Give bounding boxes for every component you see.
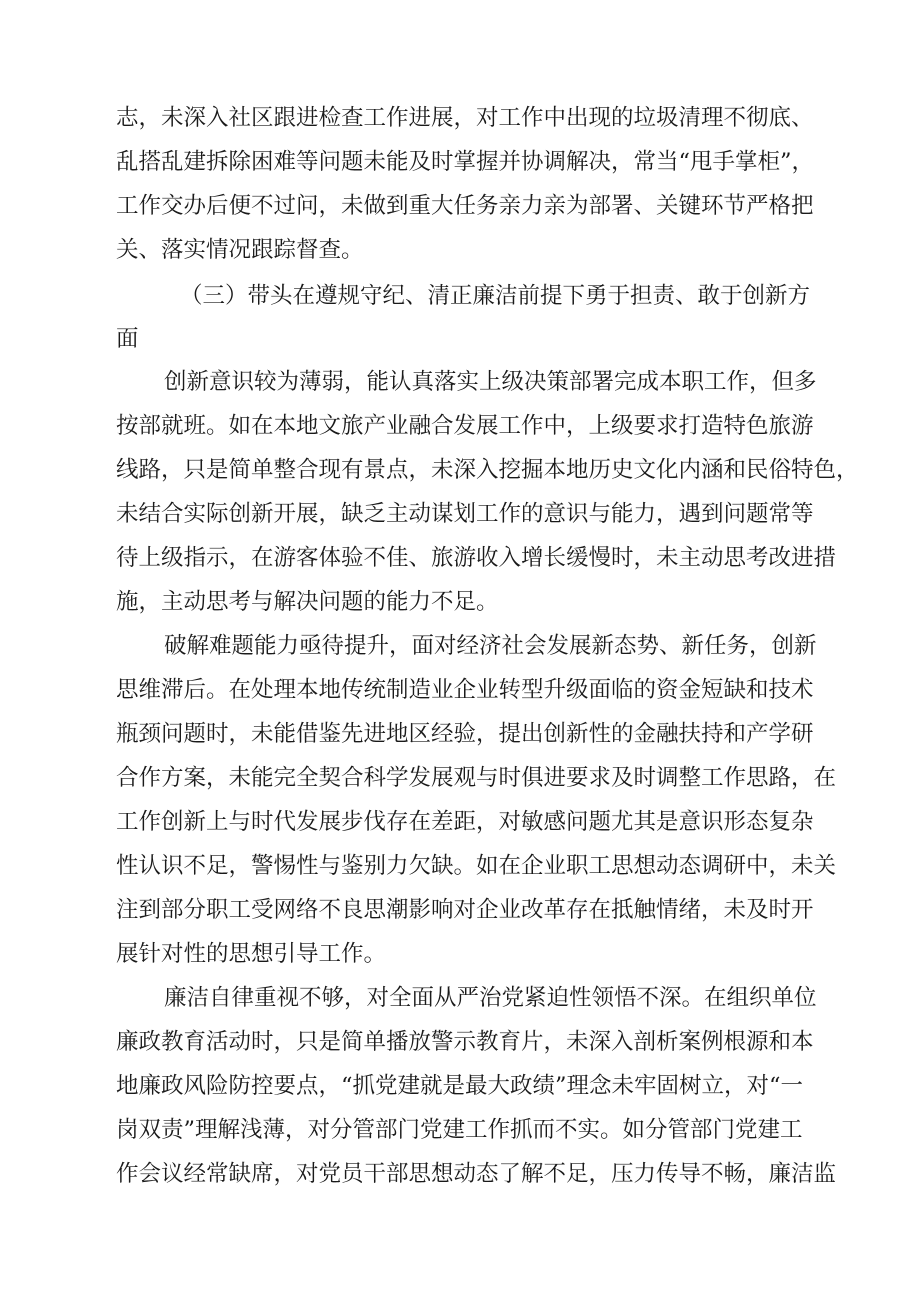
p3-line-5: 工作创新上与时代发展步伐存在差距，对敏感问题尤其是意识形态复杂 [116,809,814,835]
p3-line-2: 思维滞后。在处理本地传统制造业企业转型升级面临的资金短缺和技术 [116,677,814,703]
p3-line-6: 性认识不足，警惕性与鉴别力欠缺。如在企业职工思想动态调研中，未关 [116,853,837,879]
p3-line-7: 注到部分职工受网络不良思潮影响对企业改革存在抵触情绪，未及时开 [116,897,814,923]
p4-line-2: 廉政教育活动时，只是简单播放警示教育片，未深入剖析案例根源和本 [116,1029,814,1055]
p3-line-1: 破解难题能力亟待提升，面对经济社会发展新态势、新任务，创新 [164,633,817,659]
p1-line-3: 工作交办后便不过问，未做到重大任务亲力亲为部署、关键环节严格把 [116,193,814,219]
p3-line-4: 合作方案，未能完全契合科学发展观与时俱进要求及时调整工作思路，在 [116,765,837,791]
p1-line-2: 乱搭乱建拆除困难等问题未能及时掌握并协调解决，常当“甩手掌柜”， [116,149,815,175]
p2-line-5: 待上级指示，在游客体验不佳、旅游收入增长缓慢时，未主动思考改进措 [116,545,837,571]
p2-line-2: 按部就班。如在本地文旅产业融合发展工作中，上级要求打造特色旅游 [116,413,814,439]
p4-line-1: 廉洁自律重视不够，对全面从严治党紧迫性领悟不深。在组织单位 [164,985,817,1011]
p4-line-4: 岗双责”理解浅薄，对分管部门党建工作抓而不实。如分管部门党建工 [116,1117,803,1143]
p4-line-3: 地廉政风险防控要点，“抓党建就是最大政绩”理念未牢固树立，对“一 [116,1073,804,1099]
p1-line-4: 关、落实情况跟踪督查。 [116,237,364,263]
p3-line-3: 瓶颈问题时，未能借鉴先进地区经验，提出创新性的金融扶持和产学研 [116,721,814,747]
p4-line-5: 作会议经常缺席，对党员干部思想动态了解不足，压力传导不畅，廉洁监 [116,1161,837,1187]
p2-line-4: 未结合实际创新开展，缺乏主动谋划工作的意识与能力，遇到问题常等 [116,501,814,527]
p2-line-1: 创新意识较为薄弱，能认真落实上级决策部署完成本职工作，但多 [164,369,817,395]
p2-line-6: 施，主动思考与解决问题的能力不足。 [116,589,499,615]
p3-line-8: 展针对性的思想引导工作。 [116,941,387,967]
section-heading-line-2: 面 [116,326,139,352]
p1-line-1: 志，未深入社区跟进检查工作进展，对工作中出现的垃圾清理不彻底、 [116,105,814,131]
section-heading-line-1: （三）带头在遵规守纪、清正廉洁前提下勇于担责、敢于创新方 [180,283,811,309]
p2-line-3: 线路，只是简单整合现有景点，未深入挖掘本地历史文化内涵和民俗特色， [116,457,859,483]
